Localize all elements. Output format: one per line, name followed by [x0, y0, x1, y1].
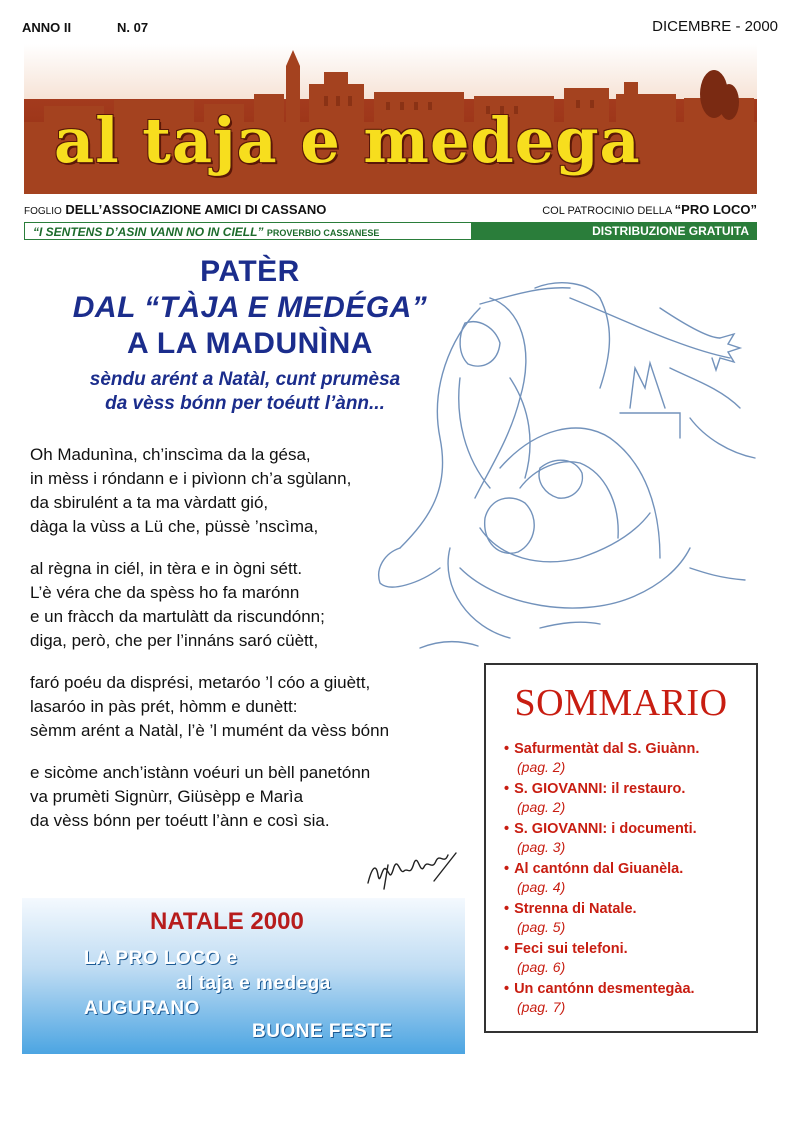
poem-line: al règna in ciél, in tèra e in ògni sétt. — [30, 559, 303, 578]
poem-line: da sbirulént a ta ma vàrdatt gió, — [30, 493, 269, 512]
poem-line: Oh Madunìna, ch’inscìma da la gésa, — [30, 445, 311, 464]
toc-item-title: • S. GIOVANNI: il restauro. — [504, 780, 754, 798]
patronage-name: “PRO LOCO” — [674, 202, 757, 217]
foglio-label: FOGLIO — [24, 206, 62, 217]
headline-line-3: A LA MADUNÌNA — [127, 327, 373, 360]
toc-list — [504, 740, 754, 1020]
toc-item[interactable] — [504, 740, 754, 776]
patronage-line — [542, 202, 757, 217]
toc-item-title: • Al cantónn dal Giuanèla. — [504, 860, 754, 878]
toc-title: SOMMARIO — [514, 682, 728, 724]
toc-item-page: (pag. 5) — [517, 919, 566, 935]
distribution-label: DISTRIBUZIONE GRATUITA — [592, 224, 749, 238]
publisher-line — [24, 202, 326, 217]
issue-info-bar — [22, 12, 778, 42]
poem-line: da vèss bónn per toéutt l’ànn e così sia. — [30, 811, 330, 830]
poem-stanza — [30, 557, 470, 653]
poem-line: va prumèti Signùrr, Giüsèpp e Marìa — [30, 787, 304, 806]
author-signature-image — [364, 845, 464, 895]
table-of-contents — [484, 663, 758, 1033]
toc-item-page: (pag. 2) — [517, 799, 566, 815]
proverb — [24, 222, 472, 240]
toc-item-page: (pag. 6) — [517, 959, 566, 975]
headline-line-1: PATÈR — [200, 255, 300, 288]
poem-stanza — [30, 443, 470, 539]
poem — [30, 443, 470, 851]
masthead-subtitle — [24, 200, 757, 220]
greeting-line-1: LA PRO LOCO e — [84, 948, 238, 969]
toc-item[interactable] — [504, 820, 754, 856]
greeting-line-3: AUGURANO — [84, 998, 200, 1019]
masthead-title: al taja e medega — [54, 104, 641, 177]
issue-number: N. 07 — [117, 20, 149, 35]
headline-line-2: DAL “TÀJA E MEDÉGA” — [72, 291, 428, 324]
toc-item-title: • S. GIOVANNI: i documenti. — [504, 820, 754, 838]
poem-line: faró poéu da disprési, metaróo ’l cóo a giuètt, — [30, 673, 371, 692]
toc-item[interactable] — [504, 780, 754, 816]
proverb-source: PROVERBIO CASSANESE — [266, 228, 380, 238]
article-headline — [20, 254, 480, 362]
poem-stanza — [30, 671, 470, 743]
toc-item-title: • Strenna di Natale. — [504, 900, 754, 918]
masthead — [24, 44, 757, 194]
toc-item-page: (pag. 3) — [517, 839, 566, 855]
toc-item-page: (pag. 2) — [517, 759, 566, 775]
poem-line: lasaróo in pàs prét, hòmm e dunètt: — [30, 697, 298, 716]
poem-line: in mèss i róndann e i pivìonn ch’a sgùlann, — [30, 469, 352, 488]
tagline-line-1: sèndu arént a Natàl, cunt prumèsa — [89, 369, 401, 390]
toc-item-page: (pag. 4) — [517, 879, 566, 895]
greeting-line-4: BUONE FESTE — [252, 1021, 393, 1042]
toc-item[interactable] — [504, 900, 754, 936]
poem-line: sèmm arént a Natàl, l’è ’l mumént da vèss bónn — [30, 721, 390, 740]
poem-line: e un fràcch da martulàtt da riscundónn; — [30, 607, 325, 626]
toc-item-title: • Feci sui telefoni. — [504, 940, 754, 958]
proverb-band — [24, 222, 757, 240]
toc-item-title: • Un cantónn desmentegàa. — [504, 980, 754, 998]
publisher-name: DELL’ASSOCIAZIONE AMICI DI CASSANO — [65, 202, 327, 217]
poem-line: diga, però, che per l’innáns saró cüètt, — [30, 631, 319, 650]
tagline-line-2: da vèss bónn per toéutt l’ànn... — [105, 393, 385, 414]
issue-date: DICEMBRE - 2000 — [652, 18, 778, 35]
article-tagline — [40, 368, 450, 416]
toc-item-page: (pag. 7) — [517, 999, 566, 1015]
poem-stanza — [30, 761, 470, 833]
issue-year: ANNO II — [22, 20, 72, 35]
christmas-greeting-box — [22, 898, 465, 1054]
patronage-label: COL PATROCINIO DELLA — [542, 205, 672, 217]
toc-item[interactable] — [504, 980, 754, 1016]
proverb-text: “I SENTENS D’ASIN VANN NO IN CIELL” — [33, 225, 264, 239]
greeting-line-2: al taja e medega — [176, 973, 331, 994]
christmas-greeting-title: NATALE 2000 — [150, 908, 304, 935]
toc-item-title: • Safurmentàt dal S. Giuànn. — [504, 740, 754, 758]
toc-item[interactable] — [504, 860, 754, 896]
poem-line: e sicòme anch’istànn voéuri un bèll panetónn — [30, 763, 371, 782]
poem-line: dàga la vùss a Lü che, püssè ’nscìma, — [30, 517, 319, 536]
toc-item[interactable] — [504, 940, 754, 976]
poem-line: L’è véra che da spèss ho fa marónn — [30, 583, 300, 602]
